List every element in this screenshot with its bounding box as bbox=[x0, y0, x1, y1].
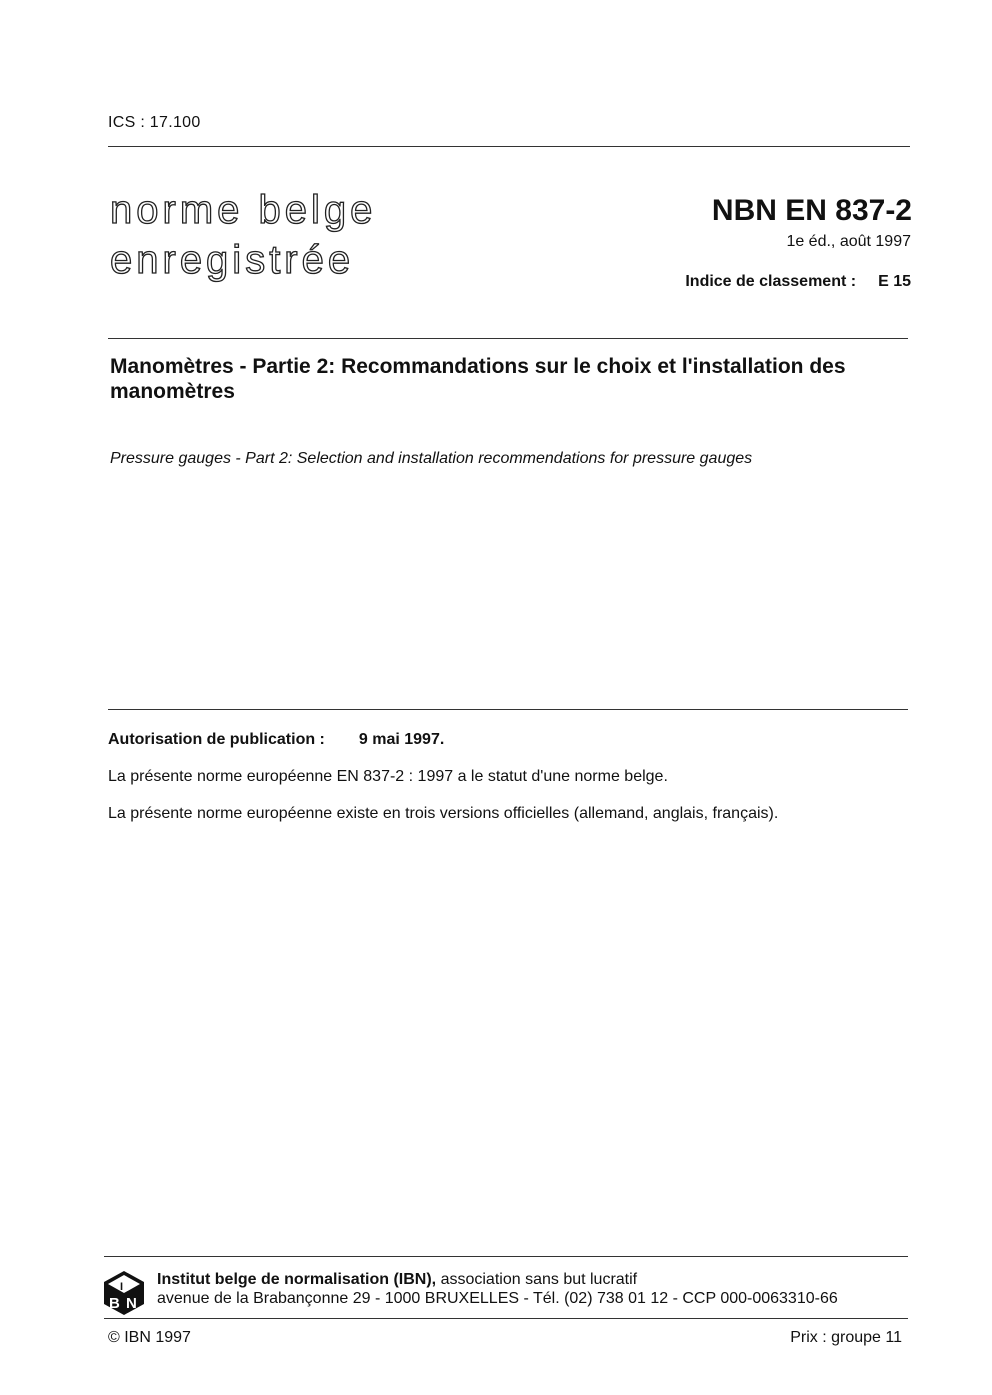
svg-text:B: B bbox=[109, 1295, 120, 1312]
status-paragraph: La présente norme européenne EN 837-2 : 1997 a le statut d'une norme belge. bbox=[108, 768, 668, 785]
versions-paragraph: La présente norme européenne existe en trois versions officielles (allemand, anglais, français). bbox=[108, 805, 779, 822]
divider-title-top bbox=[108, 338, 908, 339]
divider-top bbox=[108, 146, 910, 147]
brand-line-2: enregistrée bbox=[110, 238, 355, 282]
brand-line-1: norme belge bbox=[110, 188, 377, 232]
institute-line bbox=[157, 1271, 637, 1289]
copyright: © IBN 1997 bbox=[108, 1329, 191, 1346]
classement-index bbox=[685, 273, 911, 291]
publication-authorization bbox=[108, 731, 444, 749]
classement-value: E 15 bbox=[878, 273, 911, 290]
title-french: Manomètres - Partie 2: Recommandations sur le choix et l'installation des manomètres bbox=[110, 355, 846, 403]
ics-code: ICS : 17.100 bbox=[108, 114, 201, 131]
institute-address: avenue de la Brabançonne 29 - 1000 BRUXELLES - Tél. (02) 738 01 12 - CCP 000-0063310-66 bbox=[157, 1290, 838, 1307]
ibn-logo-icon bbox=[103, 1270, 145, 1316]
standard-code: NBN EN 837-2 bbox=[711, 194, 912, 227]
institute-description: association sans but lucratif bbox=[440, 1271, 638, 1288]
auth-label: Autorisation de publication : bbox=[108, 731, 325, 748]
price-group: Prix : groupe 11 bbox=[790, 1329, 902, 1346]
svg-text:N: N bbox=[126, 1295, 137, 1312]
divider-footer-bottom bbox=[104, 1318, 908, 1319]
auth-date: 9 mai 1997. bbox=[358, 731, 445, 748]
divider-body-top bbox=[108, 709, 908, 710]
svg-text:I: I bbox=[120, 1281, 124, 1293]
classement-label: Indice de classement : bbox=[685, 273, 857, 290]
institute-name: Institut belge de normalisation (IBN), bbox=[157, 1271, 437, 1288]
edition-date: 1e éd., août 1997 bbox=[786, 233, 911, 250]
title-english: Pressure gauges - Part 2: Selection and installation recommendations for pressure gauges bbox=[110, 450, 753, 467]
divider-footer-top bbox=[104, 1256, 908, 1257]
